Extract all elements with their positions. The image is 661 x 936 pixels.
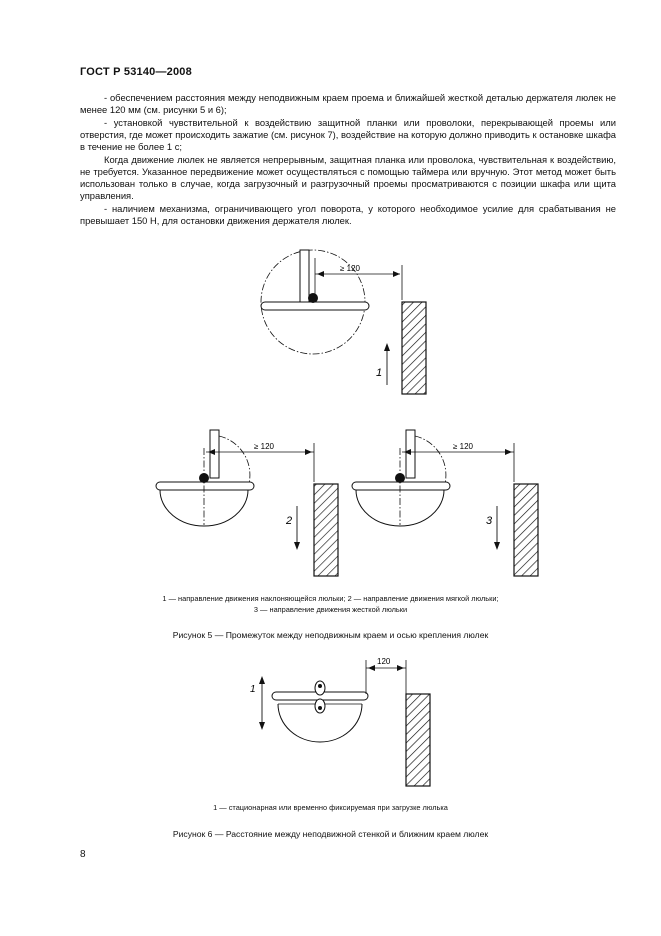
down-arrow-icon: [259, 722, 265, 730]
legend-line: 3 — направление движения жесткой люльки: [253, 604, 408, 614]
direction-label: 1: [376, 367, 383, 379]
dimension-label: ≥ 120: [453, 442, 473, 451]
figure6-legend: 1 — стационарная или временно фиксируемая при загрузке люлька: [213, 803, 448, 812]
dimension-label: 120: [377, 657, 391, 666]
fixed-wall: [314, 484, 338, 576]
figure-5: [0, 240, 661, 590]
down-arrow-icon: [494, 542, 500, 550]
figure5-right-drawing: [352, 430, 538, 576]
up-arrow-icon: [259, 676, 265, 684]
figure-6: [0, 648, 661, 790]
fixed-wall: [406, 694, 430, 786]
direction-label: 1: [250, 684, 256, 695]
figure5-caption: Рисунок 5 — Промежуток между неподвижным краем и осью крепления люлек: [172, 630, 489, 640]
fixed-wall: [402, 302, 426, 394]
direction-label: 3: [486, 515, 493, 527]
direction-label: 2: [286, 515, 293, 527]
figure6-drawing: [250, 657, 430, 786]
paragraph: Когда движение люлек не является непрерывным, защитная планка или проволока, чувствительная к воздействию, не требуется. Указанное передвижение может осуществляться с помощью таймера или вручную. Этот метод может быть использован только в случае, когда загрузочный и разгрузочный проемы просматриваются с позиции шкафа или щита управления.: [80, 154, 616, 201]
down-arrow-icon: [294, 542, 300, 550]
paragraph: - установкой чувствительной к воздействию защитной планки или проволоки, перекрывающей проемы или отверстия, где может происходить зажатие (см. рисунок 7), воздействие на которую должно приводить к остановке шкафа в течение не более 1 с;: [80, 117, 616, 152]
dimension-label: ≥ 120: [254, 442, 274, 451]
paragraph: - обеспечением расстояния между неподвижным краем проема и ближайшей жесткой деталью держателя люлек не менее 120 мм (см. рисунки 5 и 6);: [80, 92, 616, 115]
page-number: 8: [80, 849, 86, 860]
document-header: ГОСТ Р 53140—2008: [80, 66, 192, 78]
up-arrow-icon: [384, 343, 390, 351]
figure5-top-drawing: [261, 250, 426, 394]
paragraph: - наличием механизма, ограничивающего угол поворота, у которого необходимое усилие для срабатывания не превышает 150 Н, для остановки движения держателя люлек.: [80, 203, 616, 226]
dimension-label: ≥ 120: [340, 264, 360, 273]
pivot-dot: [308, 293, 318, 303]
fixed-wall: [514, 484, 538, 576]
figure5-legend: [0, 594, 661, 615]
figure5-left-drawing: [156, 430, 338, 576]
legend-line: 1 — направление движения наклоняющейся люльки; 2 — направление движения мягкой люльки;: [162, 594, 499, 603]
figure6-caption: Рисунок 6 — Расстояние между неподвижной стенкой и ближним краем люлек: [172, 829, 489, 839]
body-text: [80, 92, 616, 228]
